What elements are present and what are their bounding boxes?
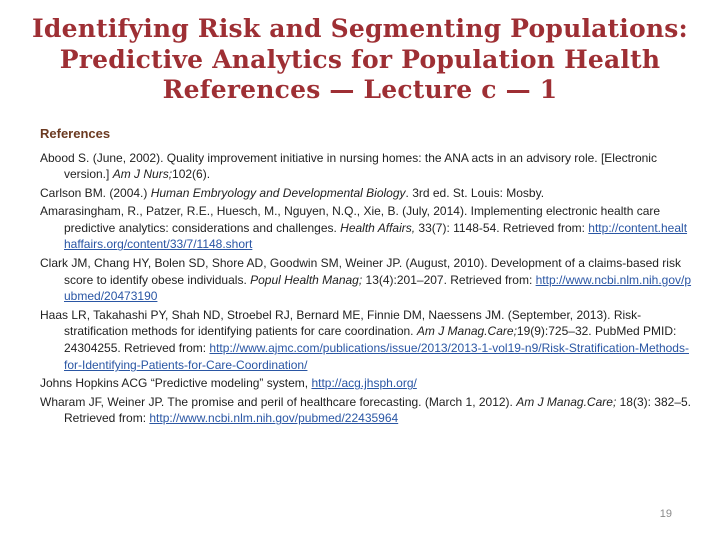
- slide-title-line-3: References — Lecture c — 1: [162, 75, 558, 104]
- slide-content: [40, 126, 692, 428]
- reference-item: [40, 150, 692, 184]
- reference-text: Wharam JF, Weiner JP. The promise and peril of healthcare forecasting. (March 1, 2012).: [40, 394, 517, 409]
- reference-text: 33(7): 1148-54. Retrieved from:: [415, 220, 589, 235]
- reference-text: Haas LR, Takahashi PY, Shah ND, Stroebel RJ, Bernard ME, Finnie DM, Naessens JM. (September, 2013). Risk-stratification methods for identifying patients for care coordination.: [40, 307, 642, 339]
- reference-item: [40, 394, 692, 428]
- reference-item: [40, 375, 692, 392]
- reference-text: 18(3): 382–5. Retrieved from:: [64, 394, 691, 426]
- reference-text: 102(6).: [172, 167, 211, 182]
- reference-item: [40, 255, 692, 305]
- reference-link[interactable]: http://content.healthaffairs.org/content/33/7/1148.short: [64, 220, 688, 252]
- reference-text: Abood S. (June, 2002). Quality improvement initiative in nursing homes: the ANA acts in an advisory role. [Electronic version.]: [40, 150, 657, 182]
- reference-text: Am J Manag.Care;: [416, 324, 517, 339]
- references-list: [40, 150, 692, 428]
- slide-title-line-2: Predictive Analytics for Population Health: [59, 44, 661, 74]
- page-number: 19: [659, 508, 672, 520]
- references-heading: References: [40, 125, 111, 141]
- reference-text: Am J Manag.Care;: [516, 394, 617, 409]
- reference-link[interactable]: http://www.ncbi.nlm.nih.gov/pubmed/20473190: [64, 272, 692, 304]
- slide-title: [20, 14, 700, 106]
- reference-text: Clark JM, Chang HY, Bolen SD, Shore AD, Goodwin SM, Weiner JP. (August, 2010). Development of a claims-based risk score to identify obese individuals.: [40, 255, 681, 287]
- reference-link[interactable]: http://acg.jhsph.org/: [311, 376, 417, 391]
- reference-item: [40, 307, 692, 374]
- reference-text: Health Affairs,: [340, 220, 416, 235]
- reference-text: Popul Health Manag;: [250, 272, 363, 287]
- reference-text: 19(9):725–32. PubMed PMID: 24304255. Retrieved from:: [64, 324, 677, 356]
- reference-text: 13(4):201–207. Retrieved from:: [362, 272, 536, 287]
- reference-text: Human Embryology and Developmental Biology: [150, 185, 406, 200]
- reference-text: Am J Nurs;: [112, 167, 173, 182]
- reference-link[interactable]: http://www.ncbi.nlm.nih.gov/pubmed/22435964: [149, 411, 399, 426]
- reference-link[interactable]: http://www.ajmc.com/publications/issue/2013/2013-1-vol19-n9/Risk-Stratification-Methods-for-Identifying-Patients-for-Care-Coordination/: [64, 341, 689, 373]
- reference-item: [40, 185, 692, 202]
- slide-title-line-1: Identifying Risk and Segmenting Populations:: [32, 14, 688, 43]
- reference-text: Amarasingham, R., Patzer, R.E., Huesch, M., Nguyen, N.Q., Xie, B. (July, 2014). Implementing electronic health care predictive analytics: considerations and challenges.: [40, 203, 661, 235]
- reference-text: . 3rd ed. St. Louis: Mosby.: [405, 185, 545, 200]
- reference-item: [40, 203, 692, 253]
- reference-text: Carlson BM. (2004.): [40, 185, 151, 200]
- reference-text: Johns Hopkins ACG “Predictive modeling” system,: [40, 376, 312, 391]
